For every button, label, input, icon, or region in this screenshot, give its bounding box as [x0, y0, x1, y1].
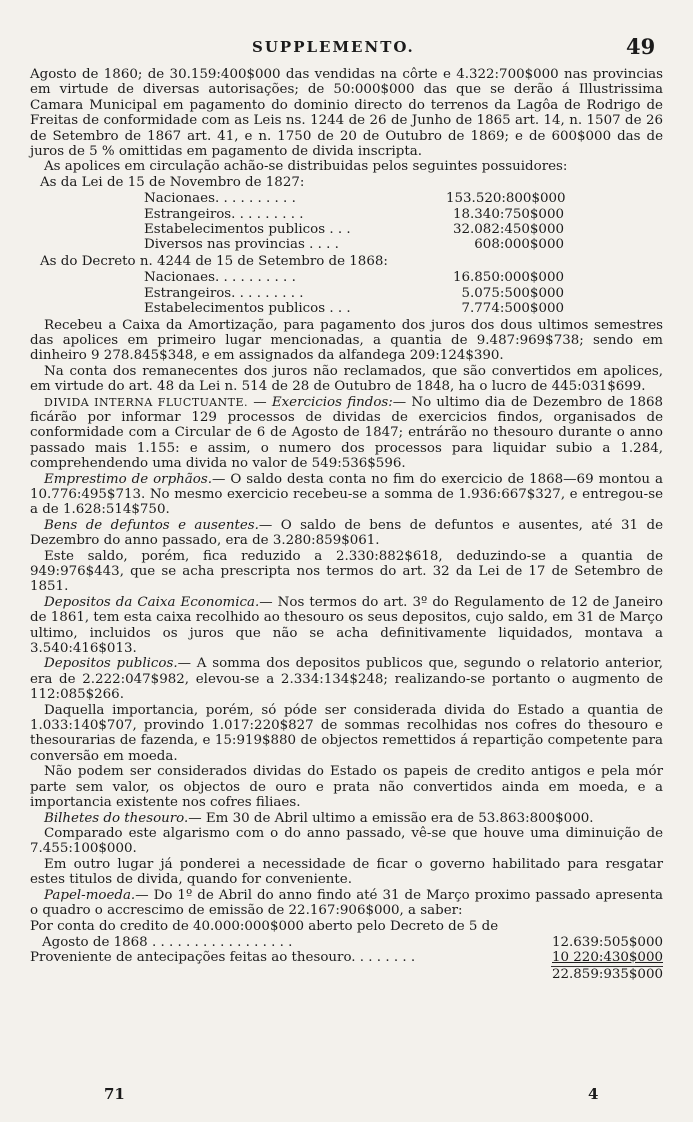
- table-cell-value: 5.075:500$000: [461, 285, 564, 301]
- section-heading: Depositos da Caixa Economica.: [44, 594, 260, 610]
- table-row: [144, 301, 564, 316]
- paragraph: As apolices em circulação achão-se distribuidas pelos seguintes possuidores:: [44, 159, 568, 175]
- table-cell-label: Estrangeiros. . . . . . . . .: [144, 285, 304, 301]
- paragraph: DIVIDA INTERNA FLUCTUANTE. — Exercicios findos:— No ultimo dia de Dezembro de 1868 ficárão por informar 129 processos de dividas de exercicios findos, organisados de conformidade com a Circular de 6 de Agosto de 1847; entrárão no thesouro durante o anno passado mais 1.155: e assim, o numero dos processos para liquidar subio a 1.284, comprehendendo uma divida no valor de 549:536$596.: [30, 394, 664, 472]
- table-row: [144, 222, 564, 237]
- paragraph-text: — Nos termos do art. 3º do Regulamento de 12 de Janeiro de 1861, tem esta caixa recolhido ao thesouro os seus depositos, cujo saldo, em 31 de Março ultimo, incluidos os juros que não se acha definitivamente liquidados, montava a 3.540:416$013.: [30, 594, 663, 657]
- paragraph: [30, 518, 663, 549]
- page-number: 49: [626, 34, 656, 59]
- table-cell-label: Diversos nas provincias . . . .: [144, 237, 339, 253]
- paragraph: [30, 888, 663, 919]
- table-cell-label: Estabelecimentos publicos . . .: [144, 222, 351, 238]
- table-cell-label: Estrangeiros. . . . . . . . .: [144, 206, 304, 222]
- table-row: [144, 237, 564, 252]
- table-cell-label: Estabelecimentos publicos . . .: [144, 301, 351, 317]
- table-cell-value: 12.639:505$000: [551, 934, 663, 950]
- paragraph-text: — O saldo desta conta no fim do exercicio de 1868—69 montou a 10.776:495$713. No mesmo exercicio recebeu-se a somma de 1.936:667$327, e entregou-se a de 1.628:514$750.: [30, 471, 663, 518]
- holders-table-1827: [144, 191, 564, 253]
- table-cell-label: Nacionaes. . . . . . . . . .: [144, 270, 296, 286]
- paper-money-table: [30, 919, 663, 982]
- table-cell-label: Nacionaes. . . . . . . . . .: [144, 191, 296, 207]
- table-cell-value: 18.340:750$000: [452, 206, 564, 222]
- paragraph-text: — Do 1º de Abril do anno findo até 31 de Março proximo passado apresenta o quadro o accrescimo de emissão de 22.167:906$000, a saber:: [30, 887, 663, 918]
- table-cell-value: 7.774:500$000: [461, 301, 564, 317]
- paragraph: Em outro lugar já ponderei a necessidade de ficar o governo habilitado para resgatar estes titulos de divida, quando for conveniente.: [30, 856, 663, 888]
- section-heading: Emprestimo de orphãos.: [44, 471, 212, 487]
- paragraph: Recebeu a Caixa da Amortização, para pagamento dos juros dos dous ultimos semestres das apolices em primeiro lugar mencionadas, a quantia de 9.487:969$738; sendo em dinheiro 9 278.845$348, e em assignados da alfandega 209:124$390.: [30, 317, 663, 364]
- paragraph: [30, 656, 663, 702]
- table-cell-label: Agosto de 1868 . . . . . . . . . . . . . . . . .: [42, 934, 293, 950]
- table-row: [30, 935, 663, 950]
- paragraph: Não podem ser considerados dividas do Estado os papeis de credito antigos e pela mór parte sem valor, os objectos de ouro e prata não convertidos ainda em moeda, e a importancia existente nos cofres filiaes.: [30, 764, 663, 811]
- table-cell-value: 153.520:800$000: [446, 191, 566, 207]
- table-row: [144, 191, 564, 206]
- table-cell-value: 608:000$000: [474, 237, 564, 253]
- paragraph: Daquella importancia, porém, só póde ser considerada divida do Estado a quantia de 1.033:140$707, provindo 1.017:220$827 de sommas recolhidas nos cofres do thesouro e thesourarias de fazenda, e 15:919$880 de objectos remettidos á repartição competente para conversão em moeda.: [30, 702, 663, 764]
- table-cell-value: 16.850:000$000: [452, 270, 564, 286]
- table-cell-label: Por conta do credito de 40.000:000$000 aberto pelo Decreto de 5 de: [30, 919, 499, 935]
- paragraph-text: — Em 30 de Abril ultimo a emissão era de 53.863:800$000.: [188, 810, 594, 826]
- paragraph: Comparado este algarismo com o do anno passado, vê-se que houve uma diminuição de 7.455:100$000.: [30, 825, 663, 857]
- paragraph-text: — No ultimo dia de Dezembro de 1868 ficárão por informar 129 processos de dividas de exercicios findos, organisados de conformidade com a Circular de 6 de Agosto de 1847; entrárão no thesouro durante o anno passado mais 1.155: e assim, o numero dos processos para liquidar subio a 1.284, comprehendendo uma divida no valor de 549:536$596.: [30, 394, 664, 472]
- section-heading: Bilhetes do thesouro.: [44, 810, 189, 826]
- footer-right-number: 4: [588, 1085, 599, 1103]
- section-heading: Depositos publicos.: [44, 656, 178, 672]
- table-cell-value: 10 220:430$000: [551, 950, 663, 966]
- table-cell-value: 32.082:450$000: [452, 222, 564, 238]
- paragraph: Na conta dos remanecentes dos juros não reclamados, que são convertidos em apolices, em virtude do art. 48 da Lei n. 514 de 28 de Outubro de 1848, ha o lucro de 445:031$699.: [30, 363, 663, 395]
- subheading: As da Lei de 15 de Novembro de 1827:: [40, 174, 305, 190]
- paragraph-text: — O saldo de bens de defuntos e ausentes, até 31 de Dezembro do anno passado, era de 3.280:859$061.: [30, 517, 663, 549]
- paragraph-text: — A somma dos depositos publicos que, segundo o relatorio anterior, era de 2.222:047$982, elevou-se a 2.334:134$248; realizando-se portanto o augmento de 112:085$266.: [30, 656, 663, 703]
- page-header: [0, 34, 693, 64]
- document-body: [30, 67, 663, 982]
- table-total-value: 22.859:935$000: [551, 966, 663, 982]
- holders-table-1868: [144, 270, 564, 316]
- subheading: As do Decreto n. 4244 de 15 de Setembro de 1868:: [40, 253, 388, 269]
- table-cell-empty: [551, 919, 663, 934]
- section-subheading: Exercicios findos:: [271, 394, 393, 410]
- section-heading: Bens de defuntos e ausentes.: [44, 517, 259, 533]
- paragraph: Este saldo, porém, fica reduzido a 2.330:882$618, deduzindo-se a quantia de 949:976$443, que se acha prescripta nos termos do art. 32 da Lei de 17 de Setembro de 1851.: [30, 548, 663, 595]
- paragraph: [30, 472, 663, 518]
- page-title: SUPPLEMENTO.: [252, 38, 415, 56]
- table-row: [144, 270, 564, 285]
- paragraph: Agosto de 1860; de 30.159:400$000 das vendidas na côrte e 4.322:700$000 nas provincias em virtude de diversas autorisações; de 50:000$000 das que se derão á Illustrissima Camara Municipal em pagamento do dominio directo do terrenos da Lagôa de Rodrigo de Freitas de conformidade com as Leis ns. 1244 de 26 de Junho de 1865 art. 14, n. 1507 de 26 de Setembro de 1867 art. 41, e n. 1750 de 20 de Outubro de 1869; e de 600$000 das de juros de 5 % omittidas em pagamento de divida inscripta.: [30, 67, 663, 160]
- table-cell-label: Proveniente de antecipações feitas ao thesouro. . . . . . . .: [30, 950, 416, 966]
- footer-left-number: 71: [104, 1085, 125, 1103]
- table-row: [30, 950, 663, 965]
- table-total-row: [30, 966, 663, 982]
- table-row: [30, 919, 663, 934]
- table-row: [144, 286, 564, 301]
- table-row: [144, 207, 564, 222]
- table-cell-empty: [30, 966, 551, 982]
- section-heading: DIVIDA INTERNA FLUCTUANTE.: [44, 395, 249, 409]
- section-heading: Papel-moeda.: [44, 887, 136, 903]
- paragraph: [30, 811, 663, 826]
- paragraph: [30, 595, 663, 657]
